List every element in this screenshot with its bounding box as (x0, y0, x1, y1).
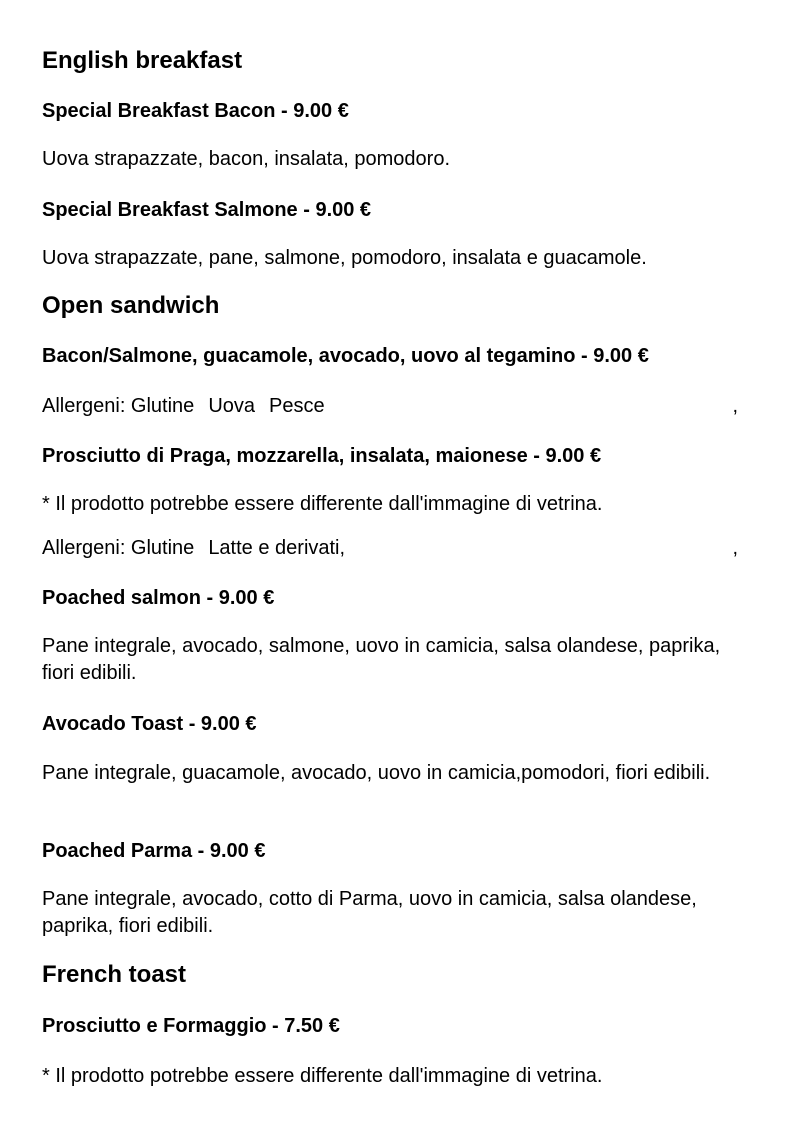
allergen-latte: Latte e derivati, (208, 537, 346, 559)
allergen-uova: Uova (208, 395, 256, 417)
item-title-special-breakfast-salmone: Special Breakfast Salmone - 9.00 € (42, 199, 372, 221)
allergens-trailing-comma: , (732, 395, 738, 417)
item-description-special-breakfast-salmone: Uova strapazzate, pane, salmone, pomodoro, insalata e guacamole. (42, 247, 647, 269)
allergen-label: Allergeni: Glutine (42, 537, 195, 559)
section-title-open-sandwich: Open sandwich (42, 292, 220, 319)
item-description-poached-parma: Pane integrale, avocado, cotto di Parma, uovo in camicia, salsa olandese, paprika, fiori edibili. (42, 888, 697, 937)
allergen-pesce: Pesce (269, 395, 325, 417)
item-title-special-breakfast-bacon: Special Breakfast Bacon - 9.00 € (42, 100, 349, 122)
allergens-bacon-salmone (42, 394, 742, 418)
item-title-avocado-toast: Avocado Toast - 9.00 € (42, 713, 257, 735)
item-description-special-breakfast-bacon: Uova strapazzate, bacon, insalata, pomodoro. (42, 148, 451, 170)
item-title-prosciutto-di-praga: Prosciutto di Praga, mozzarella, insalata, maionese - 9.00 € (42, 445, 602, 467)
section-title-english-breakfast: English breakfast (42, 47, 243, 74)
allergens-prosciutto-di-praga (42, 536, 742, 560)
item-title-bacon-salmone: Bacon/Salmone, guacamole, avocado, uovo al tegamino - 9.00 € (42, 345, 649, 367)
item-description-avocado-toast: Pane integrale, guacamole, avocado, uovo in camicia,pomodori, fiori edibili. (42, 762, 711, 784)
item-title-prosciutto-e-formaggio: Prosciutto e Formaggio - 7.50 € (42, 1015, 340, 1037)
section-title-french-toast: French toast (42, 961, 187, 988)
item-note-prosciutto-e-formaggio: * Il prodotto potrebbe essere differente dall'immagine di vetrina. (42, 1065, 603, 1087)
allergens-trailing-comma: , (732, 537, 738, 559)
item-title-poached-parma: Poached Parma - 9.00 € (42, 840, 266, 862)
item-description-poached-salmon: Pane integrale, avocado, salmone, uovo in camicia, salsa olandese, paprika, fiori edibili. (42, 635, 721, 684)
allergen-label: Allergeni: Glutine (42, 395, 195, 417)
item-title-poached-salmon: Poached salmon - 9.00 € (42, 587, 275, 609)
item-note-prosciutto-di-praga: * Il prodotto potrebbe essere differente dall'immagine di vetrina. (42, 493, 603, 515)
